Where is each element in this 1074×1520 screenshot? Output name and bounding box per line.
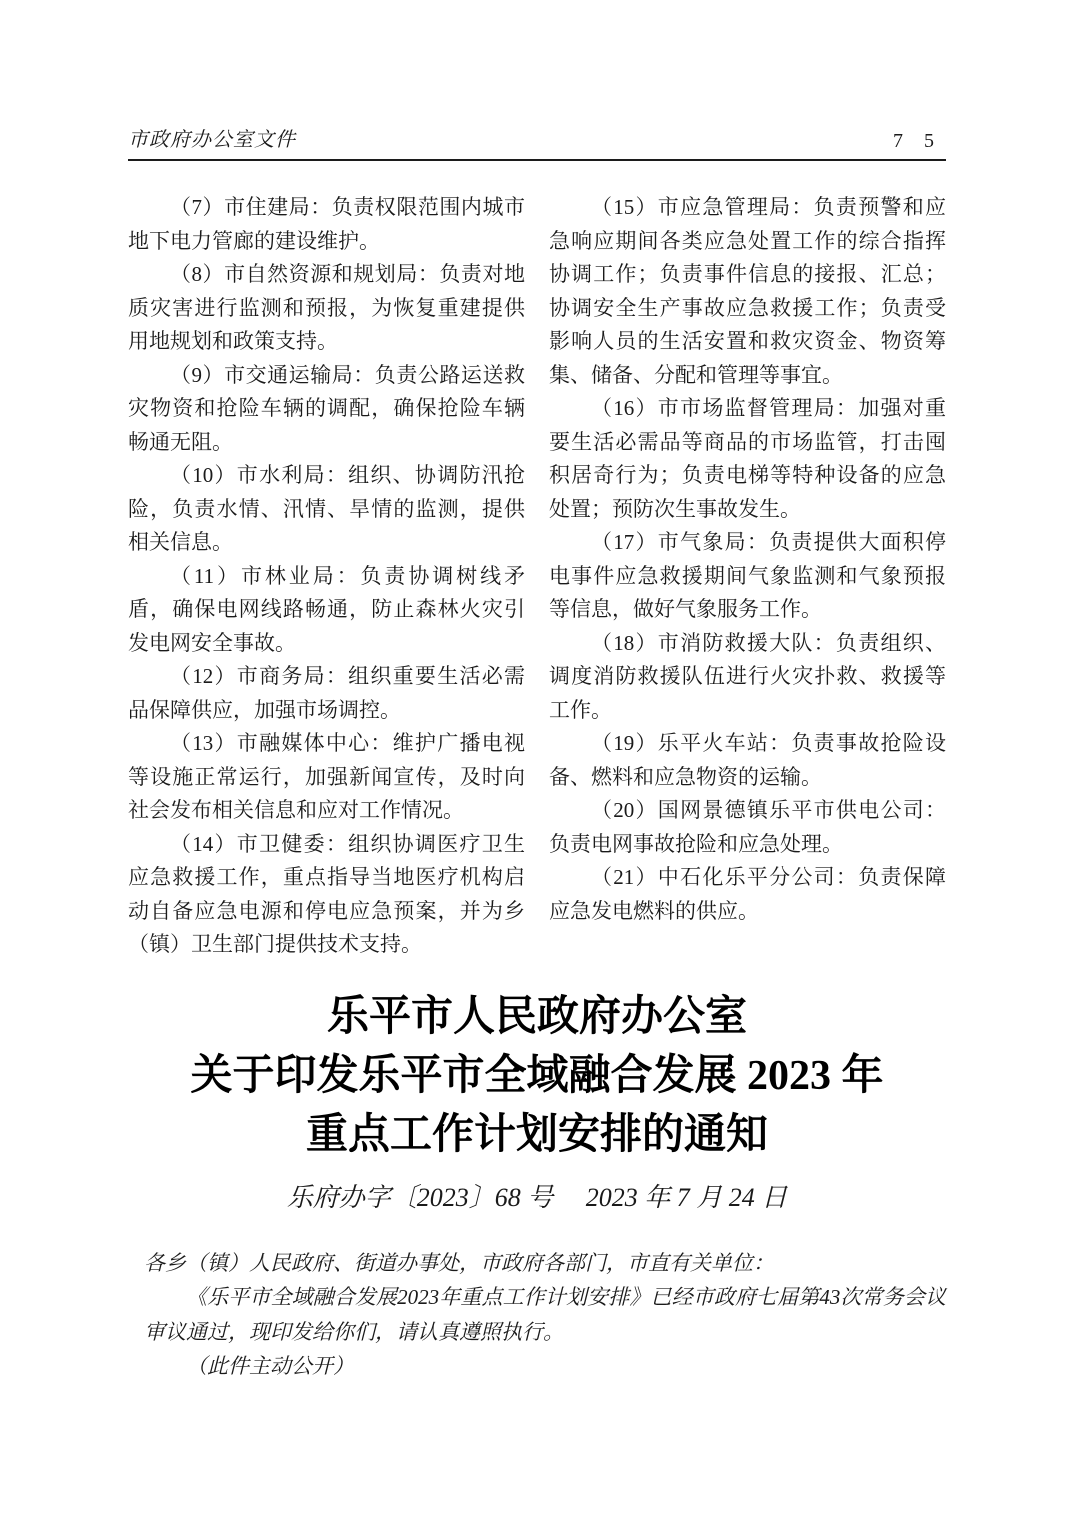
duty-item-8: （8）市自然资源和规划局：负责对地质灾害进行监测和预报，为恢复重建提供用地规划和政策支持。 bbox=[128, 262, 525, 353]
duty-item-9: （9）市交通运输局：负责公路运送救灾物资和抢险车辆的调配，确保抢险车辆畅通无阻。 bbox=[128, 362, 525, 454]
doc-reference-date: 2023 年 7 月 24 日 bbox=[585, 1182, 788, 1212]
duty-item-7: （7）市住建局：负责权限范围内城市地下电力管廊的建设维护。 bbox=[128, 195, 525, 253]
duty-columns bbox=[128, 191, 946, 962]
notice-title-line-2: 关于印发乐平市全域融合发展 2023 年 bbox=[190, 1052, 884, 1099]
duty-item-17: （17）市气象局：负责提供大面积停电事件应急救援期间气象监测和气象预报等信息，做好气象服务工作。 bbox=[549, 530, 946, 621]
header-page-number: 7 5 bbox=[893, 130, 942, 152]
duty-item-14: （14）市卫健委：组织协调医疗卫生应急救援工作，重点指导当地医疗机构启动自备应急电源和停电应急预案，并为乡（镇）卫生部门提供技术支持。 bbox=[128, 831, 525, 956]
duty-item-21: （21）中石化乐平分公司：负责保障应急发电燃料的供应。 bbox=[549, 865, 946, 923]
notice-title-line-1: 乐平市人民政府办公室 bbox=[326, 993, 747, 1040]
letter-salutation: 各乡（镇）人民政府、街道办事处，市政府各部门，市直有关单位： bbox=[144, 1250, 774, 1275]
duty-item-10: （10）市水利局：组织、协调防汛抢险，负责水情、汛情、旱情的监测，提供相关信息。 bbox=[128, 463, 525, 554]
letter-section bbox=[128, 1246, 946, 1384]
doc-reference-number: 乐府办字〔2023〕68 号 bbox=[286, 1182, 554, 1212]
doc-reference-line bbox=[128, 1178, 946, 1218]
duty-item-19: （19）乐平火车站：负责事故抢险设备、燃料和应急物资的运输。 bbox=[549, 731, 946, 789]
duty-item-11: （11）市林业局：负责协调树线矛盾，确保电网线路畅通，防止森林火灾引发电网安全事故。 bbox=[128, 563, 525, 655]
duty-item-18: （18）市消防救援大队：负责组织、调度消防救援队伍进行火灾扑救、救援等工作。 bbox=[549, 630, 946, 722]
duty-item-12: （12）市商务局：组织重要生活必需品保障供应，加强市场调控。 bbox=[128, 664, 525, 722]
duty-item-15: （15）市应急管理局：负责预警和应急响应期间各类应急处置工作的综合指挥协调工作；负责事件信息的接报、汇总；协调安全生产事故应急救援工作；负责受影响人员的生活安置和救灾资金、物资筹集、储备、分配和管理等事宜。 bbox=[549, 195, 946, 387]
header-doc-type: 市政府办公室文件 bbox=[128, 129, 296, 151]
duty-item-16: （16）市市场监督管理局：加强对重要生活必需品等商品的市场监管，打击囤积居奇行为；负责电梯等特种设备的应急处置；预防次生事故发生。 bbox=[549, 396, 946, 521]
notice-title bbox=[128, 988, 946, 1165]
letter-note: （此件主动公开） bbox=[186, 1354, 354, 1378]
duty-item-20: （20）国网景德镇乐平市供电公司：负责电网事故抢险和应急处理。 bbox=[549, 798, 946, 856]
duty-column-left bbox=[128, 191, 525, 962]
duty-column-right bbox=[549, 191, 946, 962]
page-header bbox=[128, 128, 946, 161]
letter-body: 《乐平市全域融合发展2023年重点工作计划安排》已经市政府七届第43次常务会议审议通过，现印发给你们，请认真遵照执行。 bbox=[144, 1285, 946, 1344]
duty-item-13: （13）市融媒体中心：维护广播电视等设施正常运行，加强新闻宣传，及时向社会发布相关信息和应对工作情况。 bbox=[128, 731, 525, 822]
notice-title-line-3: 重点工作计划安排的通知 bbox=[305, 1111, 768, 1158]
